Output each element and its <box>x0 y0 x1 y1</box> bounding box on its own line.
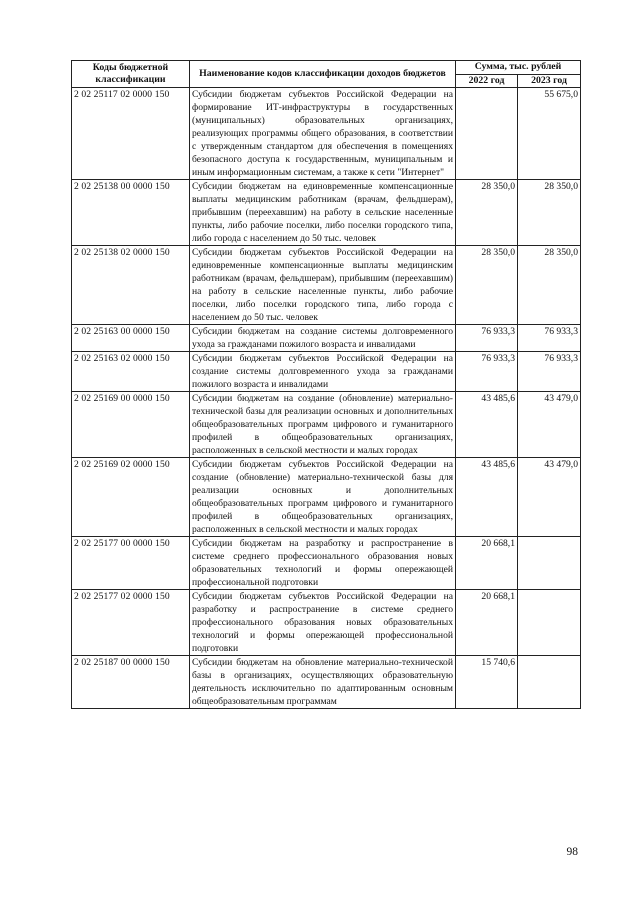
row-code: 2 02 25169 02 0000 150 <box>72 458 190 537</box>
row-value-2022: 43 485,6 <box>456 458 518 537</box>
row-value-2022 <box>456 88 518 180</box>
row-value-2023: 76 933,3 <box>518 325 581 352</box>
row-name: Субсидии бюджетам на единовременные компенсационные выплаты медицинским работникам (врачам, фельдшерам), прибывшим (переехавшим) на работу в сельские населенные пункты, либо рабочие поселки, либо поселки городского типа, либо города с населением до 50 тыс. человек <box>190 180 456 246</box>
row-name: Субсидии бюджетам субъектов Российской Федерации на разработку и распространение в системе среднего профессионального образования новых образовательных технологий и формы опережающей профессиональной подготовки <box>190 590 456 656</box>
row-value-2022: 76 933,3 <box>456 352 518 392</box>
header-year-2022: 2022 год <box>456 74 518 88</box>
table-row <box>72 180 581 246</box>
row-value-2022: 20 668,1 <box>456 537 518 590</box>
row-value-2023: 55 675,0 <box>518 88 581 180</box>
table-row <box>72 246 581 325</box>
row-name: Субсидии бюджетам на разработку и распространение в системе среднего профессионального образования новых образовательных технологий и формы опережающей профессиональной подготовки <box>190 537 456 590</box>
row-value-2022: 28 350,0 <box>456 246 518 325</box>
row-code: 2 02 25117 02 0000 150 <box>72 88 190 180</box>
row-name: Субсидии бюджетам на обновление материально-технической базы в организациях, осуществляющих образовательную деятельность исключительно по адаптированным основным общеобразовательным программам <box>190 656 456 709</box>
row-code: 2 02 25138 02 0000 150 <box>72 246 190 325</box>
row-code: 2 02 25177 02 0000 150 <box>72 590 190 656</box>
row-value-2023 <box>518 656 581 709</box>
row-name: Субсидии бюджетам субъектов Российской Федерации на формирование ИТ-инфраструктуры в государственных (муниципальных) образовательных организациях, реализующих программы общего образования, в соответствии с утвержденным стандартом для обеспечения в помещениях безопасного доступа к государственным, муниципальным и иным информационным системам, а также к сети "Интернет" <box>190 88 456 180</box>
row-value-2023: 76 933,3 <box>518 352 581 392</box>
budget-revenue-table <box>71 60 581 709</box>
row-name: Субсидии бюджетам на создание системы долговременного ухода за гражданами пожилого возраста и инвалидами <box>190 325 456 352</box>
row-name: Субсидии бюджетам на создание (обновление) материально-технической базы для реализации основных и дополнительных общеобразовательных программ цифрового и гуманитарного профилей в общеобразовательных организациях, расположенных в сельской местности и малых городах <box>190 392 456 458</box>
row-value-2023 <box>518 590 581 656</box>
header-year-2023: 2023 год <box>518 74 581 88</box>
row-value-2023: 43 479,0 <box>518 392 581 458</box>
row-code: 2 02 25169 00 0000 150 <box>72 392 190 458</box>
row-value-2023 <box>518 537 581 590</box>
header-code: Коды бюджетной классификации <box>72 61 190 88</box>
table-row <box>72 590 581 656</box>
row-name: Субсидии бюджетам субъектов Российской Федерации на создание системы долговременного ухода за гражданами пожилого возраста и инвалидами <box>190 352 456 392</box>
row-code: 2 02 25163 00 0000 150 <box>72 325 190 352</box>
row-code: 2 02 25187 00 0000 150 <box>72 656 190 709</box>
table-row <box>72 325 581 352</box>
row-name: Субсидии бюджетам субъектов Российской Федерации на создание (обновление) материально-технической базы для реализации основных и дополнительных общеобразовательных программ цифрового и гуманитарного профилей в общеобразовательных организациях, расположенных в сельской местности и малых городах <box>190 458 456 537</box>
table-row <box>72 537 581 590</box>
row-value-2022: 28 350,0 <box>456 180 518 246</box>
table-row <box>72 352 581 392</box>
row-value-2022: 20 668,1 <box>456 590 518 656</box>
table-row <box>72 656 581 709</box>
row-value-2022: 43 485,6 <box>456 392 518 458</box>
header-name: Наименование кодов классификации доходов бюджетов <box>190 61 456 88</box>
table-row <box>72 88 581 180</box>
row-code: 2 02 25138 00 0000 150 <box>72 180 190 246</box>
row-value-2023: 28 350,0 <box>518 180 581 246</box>
row-name: Субсидии бюджетам субъектов Российской Федерации на единовременные компенсационные выплаты медицинским работникам (врачам, фельдшерам), прибывшим (переехавшим) на работу в сельские населенные пункты, либо рабочие поселки, либо поселки городского типа, либо города с населением до 50 тыс. человек <box>190 246 456 325</box>
table-row <box>72 458 581 537</box>
row-value-2022: 15 740,6 <box>456 656 518 709</box>
row-value-2023: 28 350,0 <box>518 246 581 325</box>
row-value-2022: 76 933,3 <box>456 325 518 352</box>
page-number: 98 <box>566 846 578 858</box>
header-sum: Сумма, тыс. рублей <box>456 61 581 75</box>
row-value-2023: 43 479,0 <box>518 458 581 537</box>
row-code: 2 02 25177 00 0000 150 <box>72 537 190 590</box>
row-code: 2 02 25163 02 0000 150 <box>72 352 190 392</box>
table-row <box>72 392 581 458</box>
